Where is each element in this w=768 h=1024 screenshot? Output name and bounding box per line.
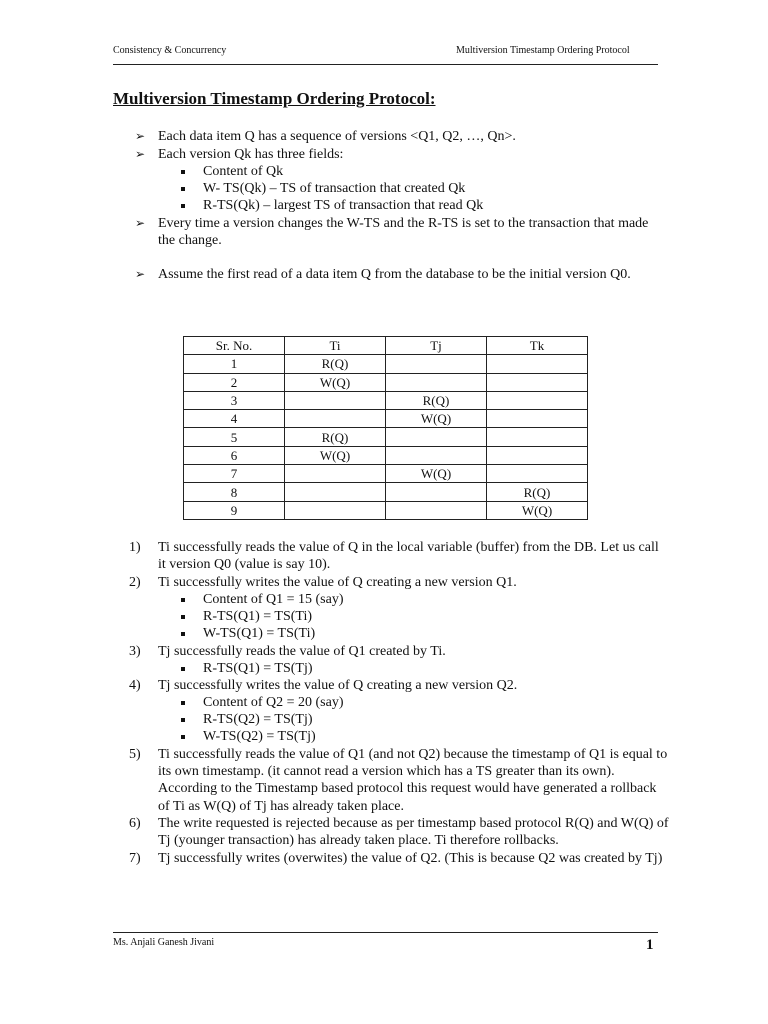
table-cell: W(Q) (386, 410, 487, 428)
item-text: Tj successfully reads the value of Q1 created by Ti. (158, 644, 446, 659)
sub-bullet-item (181, 625, 315, 642)
sub-bullet-text: Content of Q1 = 15 (say) (203, 592, 344, 607)
square-bullet-icon (181, 187, 185, 191)
table-cell: 2 (184, 373, 285, 391)
table-cell: 7 (184, 465, 285, 483)
sub-bullet-item (181, 163, 283, 180)
table-row (184, 373, 588, 391)
table-row (184, 501, 588, 519)
table-row (184, 391, 588, 409)
bullet-item (135, 128, 665, 145)
numbered-item (129, 574, 669, 591)
table-cell (285, 391, 386, 409)
numbered-item (129, 850, 669, 867)
numbered-item (129, 643, 669, 660)
table-cell: R(Q) (386, 391, 487, 409)
table-cell (386, 483, 487, 501)
item-text: Ti successfully writes the value of Q creating a new version Q1. (158, 575, 517, 590)
item-number: 3) (129, 644, 141, 659)
schedule-table (183, 336, 588, 520)
item-text: The write requested is rejected because as per timestamp based protocol R(Q) and W(Q) of Tj (younger transaction) has already taken place. Ti therefore rollbacks. (158, 816, 669, 849)
column-header: Ti (285, 337, 386, 355)
square-bullet-icon (181, 735, 185, 739)
table-cell (487, 446, 588, 464)
table-cell (285, 465, 386, 483)
table-cell (285, 501, 386, 519)
table-row (184, 465, 588, 483)
sub-bullet-item (181, 660, 313, 677)
table-cell (285, 483, 386, 501)
sub-bullet-item (181, 728, 316, 745)
item-text: Tj successfully writes the value of Q creating a new version Q2. (158, 678, 518, 693)
item-text: Ti successfully reads the value of Q in the local variable (buffer) from the DB. Let us call it version Q0 (value is say 10). (158, 540, 659, 573)
bullet-text: Each version Qk has three fields: (158, 147, 344, 162)
table-cell: W(Q) (386, 465, 487, 483)
sub-bullet-text: R-TS(Q2) = TS(Tj) (203, 712, 313, 727)
sub-bullet-text: R-TS(Qk) – largest TS of transaction that read Qk (203, 198, 484, 213)
item-number: 6) (129, 816, 141, 831)
table-row (184, 446, 588, 464)
square-bullet-icon (181, 170, 185, 174)
table-cell (386, 501, 487, 519)
table-cell: R(Q) (285, 355, 386, 373)
table-cell (487, 410, 588, 428)
table-cell: 9 (184, 501, 285, 519)
bullet-item (135, 215, 665, 249)
table-header-row (184, 337, 588, 355)
arrow-bullet-icon: ➢ (135, 129, 146, 143)
sub-bullet-item (181, 197, 483, 214)
column-header: Tk (487, 337, 588, 355)
sub-bullet-text: Content of Q2 = 20 (say) (203, 695, 344, 710)
column-header: Sr. No. (184, 337, 285, 355)
page-number: 1 (646, 937, 654, 953)
table-cell: W(Q) (285, 373, 386, 391)
sub-bullet-text: W- TS(Qk) – TS of transaction that created Qk (203, 181, 466, 196)
table-cell (487, 355, 588, 373)
table-cell (487, 428, 588, 446)
header-left: Consistency & Concurrency (113, 45, 227, 56)
sub-bullet-text: W-TS(Q1) = TS(Ti) (203, 626, 316, 641)
table-cell: 4 (184, 410, 285, 428)
table-row (184, 483, 588, 501)
bullet-text: Assume the first read of a data item Q from the database to be the initial version Q0. (158, 267, 631, 282)
item-number: 2) (129, 575, 141, 590)
square-bullet-icon (181, 615, 185, 619)
table-cell: R(Q) (487, 483, 588, 501)
page-title: Multiversion Timestamp Ordering Protocol: (113, 89, 436, 108)
item-number: 4) (129, 678, 141, 693)
footer-author: Ms. Anjali Ganesh Jivani (113, 937, 215, 948)
bullet-text: Each data item Q has a sequence of versions <Q1, Q2, …, Qn>. (158, 129, 516, 144)
arrow-bullet-icon: ➢ (135, 216, 146, 230)
item-number: 5) (129, 747, 141, 762)
table-cell (285, 410, 386, 428)
table-cell (386, 428, 487, 446)
numbered-item (129, 677, 669, 694)
arrow-bullet-icon: ➢ (135, 147, 146, 161)
numbered-item (129, 815, 669, 849)
sub-bullet-item (181, 694, 344, 711)
table-cell: W(Q) (487, 501, 588, 519)
table-cell: W(Q) (285, 446, 386, 464)
table-row (184, 410, 588, 428)
item-number: 1) (129, 540, 141, 555)
square-bullet-icon (181, 204, 185, 208)
bullet-text: Every time a version changes the W-TS and the R-TS is set to the transaction that made the change. (158, 216, 649, 248)
header-right: Multiversion Timestamp Ordering Protocol (456, 45, 630, 56)
table-cell (386, 446, 487, 464)
sub-bullet-text: R-TS(Q1) = TS(Ti) (203, 609, 313, 624)
square-bullet-icon (181, 667, 185, 671)
sub-bullet-item (181, 591, 344, 608)
item-number: 7) (129, 851, 141, 866)
table-cell (487, 391, 588, 409)
sub-bullet-text: R-TS(Q1) = TS(Tj) (203, 661, 313, 676)
table-cell: 3 (184, 391, 285, 409)
table-cell: R(Q) (285, 428, 386, 446)
bullet-item (135, 266, 665, 283)
table-cell: 1 (184, 355, 285, 373)
table-row (184, 428, 588, 446)
square-bullet-icon (181, 632, 185, 636)
table-cell (487, 373, 588, 391)
table-cell: 6 (184, 446, 285, 464)
sub-bullet-item (181, 711, 313, 728)
arrow-bullet-icon: ➢ (135, 267, 146, 281)
column-header: Tj (386, 337, 487, 355)
table-cell (386, 373, 487, 391)
square-bullet-icon (181, 701, 185, 705)
item-text: Tj successfully writes (overwites) the value of Q2. (This is because Q2 was created by Tj) (158, 851, 663, 866)
square-bullet-icon (181, 718, 185, 722)
sub-bullet-item (181, 608, 312, 625)
item-text: Ti successfully reads the value of Q1 (and not Q2) because the timestamp of Q1 is equal to its own timestamp. (it cannot read a version which has a TS greater than its own). According to the Timestamp based protocol this request would have generated a rollback of Ti as W(Q) of Tj has already taken place. (158, 747, 668, 814)
numbered-item (129, 746, 669, 815)
table-cell: 5 (184, 428, 285, 446)
sub-bullet-item (181, 180, 465, 197)
header-rule (113, 64, 658, 65)
table-row (184, 355, 588, 373)
table-cell (487, 465, 588, 483)
table-cell: 8 (184, 483, 285, 501)
bullet-item (135, 146, 665, 163)
square-bullet-icon (181, 598, 185, 602)
footer-rule (113, 932, 658, 933)
sub-bullet-text: Content of Qk (203, 164, 284, 179)
sub-bullet-text: W-TS(Q2) = TS(Tj) (203, 729, 316, 744)
table-cell (386, 355, 487, 373)
numbered-item (129, 539, 669, 573)
